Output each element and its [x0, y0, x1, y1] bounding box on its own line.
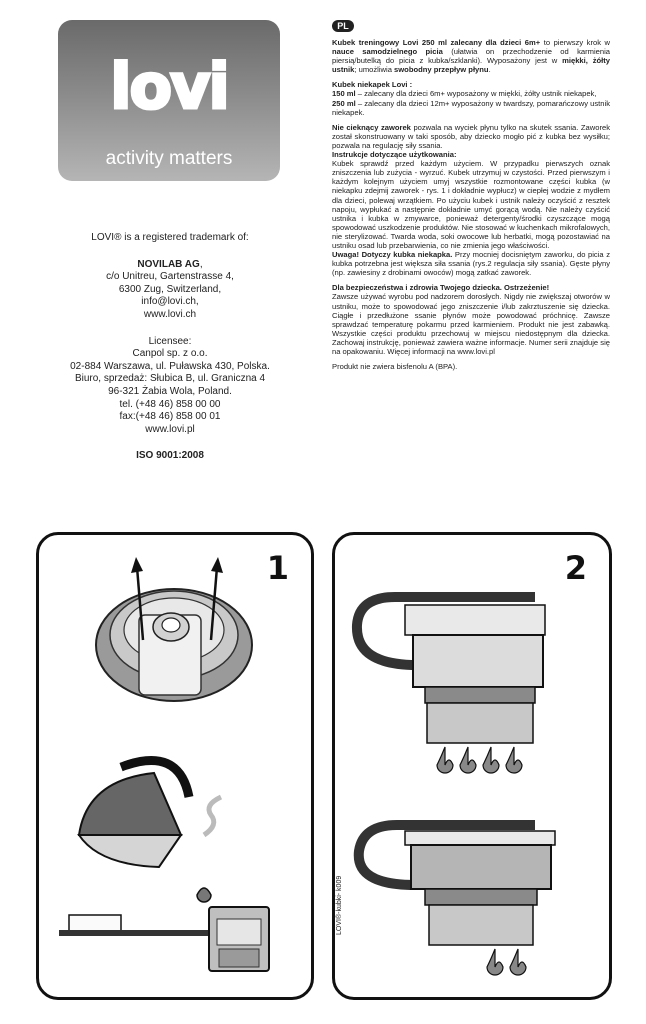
- iso-cert: ISO 9001:2008: [136, 450, 204, 462]
- trademark-info: [40, 232, 300, 463]
- intro-paragraph: [332, 38, 610, 74]
- language-badge: PL: [332, 20, 354, 32]
- address-line: 6300 Zug, Switzerland,: [118, 283, 222, 295]
- intro-bold: Kubek treningowy Lovi 250 ml zalecany dla dzieci 6m+: [332, 38, 541, 47]
- illustration-panel-2: [332, 532, 612, 1000]
- kettle-drawing: [79, 754, 221, 902]
- usage-title: Instrukcje dotyczące użytkowania:: [332, 150, 457, 160]
- variant-desc: – zalecany dla dzieci 12m+ wyposażony w twardszy, pomarańczowy ustnik niekapek.: [332, 98, 610, 117]
- valve-paragraph: [332, 123, 610, 150]
- intro-text: to pierwszy krok w: [540, 38, 611, 47]
- panel-number: 1: [266, 549, 289, 587]
- licensee-line: 96-321 Żabia Wola, Poland.: [108, 385, 232, 397]
- cup-loose-valve-drawing: [357, 597, 545, 743]
- intro-bold: nauce samodzielnego picia: [332, 47, 443, 57]
- variant-size: 250 ml: [332, 98, 356, 108]
- intro-text: .: [488, 65, 491, 75]
- lovi-logo: [58, 20, 280, 181]
- usage-paragraph: [332, 150, 610, 277]
- product-code: LOVI®-kubki- k009: [336, 875, 343, 935]
- trademark-line: LOVI® is a registered trademark of:: [91, 232, 249, 243]
- licensee-line: www.lovi.pl: [145, 423, 195, 435]
- panel-number: 2: [564, 549, 587, 587]
- licensee-line: fax:(+48 46) 858 00 01: [119, 411, 221, 423]
- address-line: www.lovi.ch: [143, 308, 197, 320]
- drops-two-icon: [487, 949, 526, 975]
- variants-paragraph: [332, 80, 610, 116]
- licensee-line: Biuro, sprzedaż: Słubica B, ul. Graniczna 4: [74, 373, 266, 385]
- safety-title: Dla bezpieczeństwa i zdrowia Twojego dziecka. Ostrzeżenie!: [332, 283, 550, 293]
- variant-size: 150 ml: [332, 89, 356, 99]
- valve-bold: Nie cieknący zaworek: [332, 122, 411, 132]
- safety-text: Zawsze używać wyrobu pod nadzorem dorosłych. Nigdy nie zwiększaj otworów w ustniku, może to spowodować jego zniszczenie i/lub zakrztuszenie się dziecka. Ciągłe i przedłużone ssanie płynów może powodować próchnicę. Zawsze sprawdzać temperaturę pokarmu przed karmieniem. Produkt nie jest zabawką. Wszystkie części produktu przechowuj w miejscu niedostępnym dla dziecka. Zachowaj instrukcję, ponieważ zawiera ważne informacje. Numer serii znajduje się na opakowaniu. Więcej informacji na www.lovi.pl: [332, 292, 610, 356]
- valve-text: pozwala na wyciek płynu tylko na skutek ssania. Zaworek został skonstruowany w taki sposób, aby dziecko mogło pić z kubka bez wysiłku; pozwala na regulację siły ssania.: [332, 122, 611, 150]
- variant-desc: – zalecany dla dzieci 6m+ wyposażony w miękki, żółty ustnik niekapek,: [355, 89, 597, 99]
- cup-tight-valve-drawing: [359, 825, 555, 945]
- address-line: info@lovi.ch,: [141, 296, 199, 308]
- suction-adjustment-illustration: [335, 535, 609, 997]
- cup-lid-drawing: [96, 557, 252, 701]
- logo-word: lovi: [110, 50, 228, 123]
- intro-bold: swobodny przepływ płynu: [394, 65, 489, 75]
- licensee-line: tel. (+48 46) 858 00 00: [119, 398, 221, 410]
- licensee-line: Canpol sp. z o.o.: [132, 348, 208, 360]
- licensee-line: 02-884 Warszawa, ul. Puławska 430, Polska.: [70, 360, 270, 372]
- usage-text: Kubek sprawdź przed każdym użyciem. W przypadku pierwszych oznak zniszczenia lub zużycia - wyrzuć. Kubek utrzymuj w czystości. Przed pierwszym i każdym kolejnym użyciem umyj wszystkie rozmontowane części kubka (w niekapku zdejmij zaworek - rys. 1 i dokładnie wypłucz) w ciepłej wodzie z mydłem dla dzieci, polewaj wrzątkiem. Po użyciu kubek i ustnik należy oczyścić z resztek napoju, wypłukać a następnie dokładnie umyć gorącą wodą. Nie należy czyścić ustnika i kubka w zmywarce, ponieważ detergenty/środki czyszczące mogą spowodować uszkodzenie produktów. Nie stosować w kuchenkach mikrofalowych, nie sterylizować. Twarda woda, soki owocowe lub herbatki, mogą pozostawiać na ustniku osad lub przebarwienia, co nie zmienia jego właściwości.: [332, 159, 610, 250]
- polish-instructions: [332, 38, 610, 377]
- cup-side-drawing: [59, 907, 269, 971]
- illustration-panel-1: [36, 532, 314, 1000]
- licensee-label: Licensee:: [148, 335, 192, 347]
- intro-bold: miękki, żółty ustnik: [332, 56, 610, 75]
- drops-four-icon: [437, 747, 522, 773]
- bpa-note: Produkt nie zwiera bisfenolu A (BPA).: [332, 362, 458, 372]
- usage-warning-text: Przy mocniej docisniętym zaworku, do picia z kubka potrzebna jest większa siła ssania (rys.2 regulacja siły ssania). Gęste płyny (np. zawiesiny z drobinami owoców) mogą zatkać zaworek.: [332, 250, 610, 278]
- safety-paragraph: [332, 283, 610, 356]
- usage-warning-bold: Uwaga! Dotyczy kubka niekapka.: [332, 250, 453, 260]
- address-line: c/o Unitreu, Gartenstrasse 4,: [106, 271, 234, 283]
- company-name: NOVILAB AG,: [137, 258, 203, 270]
- valve-removal-illustration: [39, 535, 311, 997]
- company-text: NOVILAB AG: [137, 258, 200, 270]
- logo-tagline: activity matters: [105, 148, 233, 169]
- variants-title: Kubek niekapek Lovi :: [332, 80, 413, 90]
- intro-text: (ułatwia on przechodzenie od karmienia piersią/butelką do picia z kubka/szklanki). Wyposażony jest w: [332, 47, 610, 66]
- intro-text: ; umożliwia: [354, 65, 395, 75]
